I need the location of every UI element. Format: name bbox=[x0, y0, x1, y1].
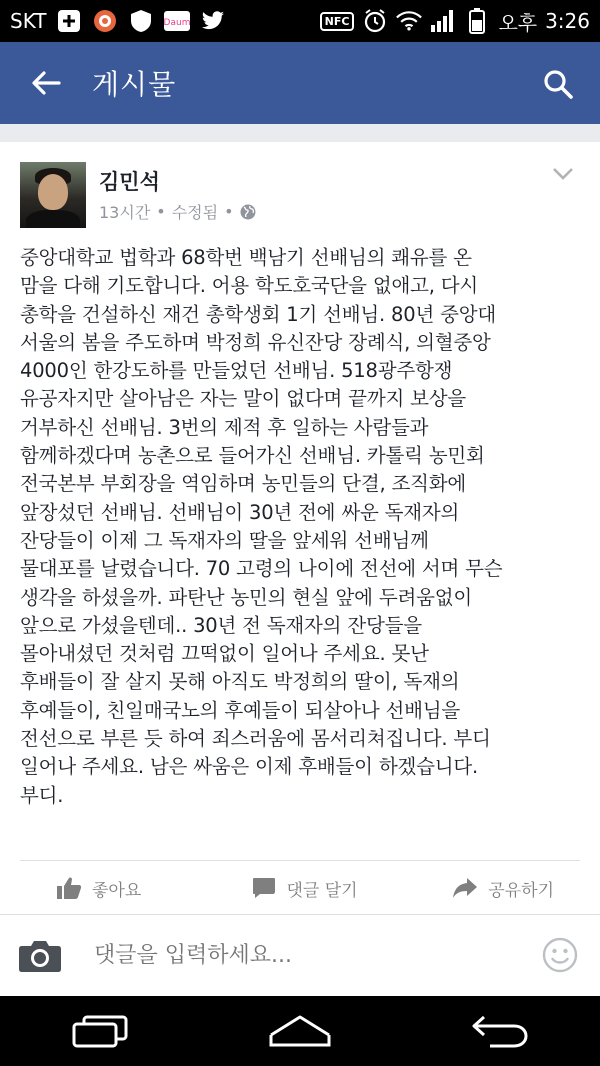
dot-separator: • bbox=[156, 202, 166, 221]
like-label: 좋아요 bbox=[92, 880, 142, 901]
author-name[interactable]: 김민석 bbox=[99, 170, 160, 194]
smiley-icon bbox=[542, 937, 578, 973]
home-icon bbox=[267, 1013, 333, 1049]
back-nav-button[interactable] bbox=[460, 1006, 540, 1056]
emoji-button[interactable] bbox=[542, 937, 578, 973]
camera-icon bbox=[18, 939, 62, 973]
chevron-down-icon bbox=[552, 167, 574, 181]
divider bbox=[20, 860, 580, 861]
comment-input[interactable] bbox=[94, 943, 514, 968]
post-card bbox=[0, 142, 600, 914]
share-icon bbox=[452, 877, 478, 899]
clock: 3:26 bbox=[545, 9, 590, 33]
wifi-icon bbox=[396, 8, 422, 34]
post-options-button[interactable] bbox=[552, 166, 574, 180]
back-button[interactable] bbox=[0, 42, 92, 124]
daum-icon bbox=[164, 8, 190, 34]
recent-apps-button[interactable] bbox=[60, 1006, 140, 1056]
globe-icon bbox=[240, 204, 256, 220]
twitter-icon bbox=[200, 8, 226, 34]
arrow-left-icon bbox=[31, 70, 61, 96]
search-icon bbox=[542, 68, 574, 100]
avatar[interactable] bbox=[20, 162, 86, 228]
dot-separator: • bbox=[224, 202, 234, 221]
comment-label: 댓글 달기 bbox=[286, 880, 358, 901]
signal-icon bbox=[430, 8, 456, 34]
alarm-icon bbox=[362, 8, 388, 34]
search-button[interactable] bbox=[538, 64, 578, 104]
comment-composer bbox=[0, 914, 600, 996]
thumbs-up-icon bbox=[56, 876, 82, 900]
system-nav-bar bbox=[0, 996, 600, 1066]
edited-label[interactable]: 수정됨 bbox=[171, 203, 219, 222]
share-label: 공유하기 bbox=[488, 880, 554, 901]
nfc-icon: NFC bbox=[320, 12, 355, 31]
ampm-label: 오후 bbox=[498, 10, 538, 35]
comment-button[interactable] bbox=[222, 876, 388, 901]
post-body: 중앙대학교 법학과 68학번 백남기 선배님의 쾌유를 온 맘을 다해 기도합니다. 어용 학도호국단을 없애고, 다시 총학을 건설하신 재건 총학생회 1기 선배님. 80년 중앙대 서울의 봄을 주도하며 박정희 유신잔당 장례식, 의혈중앙 4000인 한강도하를 만들었던 선배님. 518광주항쟁 유공자지만 살아남은 자는 말이 없다며 끝까지 보상을 거부하신 선배님. 3번의 제적 후 일하는 사람들과 함께하겠다며 농촌으로 들어가신 선배님. 카톨릭 농민회 전국본부 부회장을 역임하며 농민들의 단결, 조직화에 앞장섰던 선배님. 선배님이 30년 전에 싸운 독재자의 잔당들이 이제 그 독재자의 딸을 앞세워 선배님께 물대포를 날렸습니다. 70 고령의 나이에 전선에 서며 무슨 생각을 하셨을까. 파탄난 농민의 현실 앞에 두려움없이 앞으로 가셨을텐데.. 30년 전 독재자의 잔당들을 몰아내셨던 것처럼 끄떡없이 일어나 주세요. 못난 후배들이 잘 살지 못해 아직도 박정희의 딸이, 독재의 후예들이, 친일매국노의 후예들이 되살아나 선배님을 전선으로 부른 듯 하여 죄스러움에 몸서리쳐집니다. 부디 일어나 주세요. 남은 싸움은 이제 후배들이 하겠습니다. 부디. bbox=[20, 246, 503, 807]
plus-icon bbox=[56, 8, 82, 34]
post-actions bbox=[0, 866, 600, 910]
status-bar bbox=[0, 0, 600, 42]
home-button[interactable] bbox=[260, 1006, 340, 1056]
post-time[interactable]: 13시간 bbox=[99, 203, 151, 222]
back-arrow-icon bbox=[470, 1013, 530, 1049]
shield-icon bbox=[128, 8, 154, 34]
recent-apps-icon bbox=[70, 1013, 130, 1049]
page-title: 게시물 bbox=[92, 68, 177, 101]
comment-icon bbox=[252, 877, 276, 899]
battery-icon bbox=[464, 8, 490, 34]
app-bar bbox=[0, 42, 600, 124]
post-meta bbox=[99, 200, 256, 223]
camera-button[interactable] bbox=[18, 939, 62, 973]
svg-text:Daum: Daum bbox=[164, 18, 191, 28]
like-button[interactable] bbox=[0, 876, 222, 901]
record-icon bbox=[92, 8, 118, 34]
share-button[interactable] bbox=[388, 876, 600, 901]
carrier-label: SKT bbox=[10, 9, 47, 33]
